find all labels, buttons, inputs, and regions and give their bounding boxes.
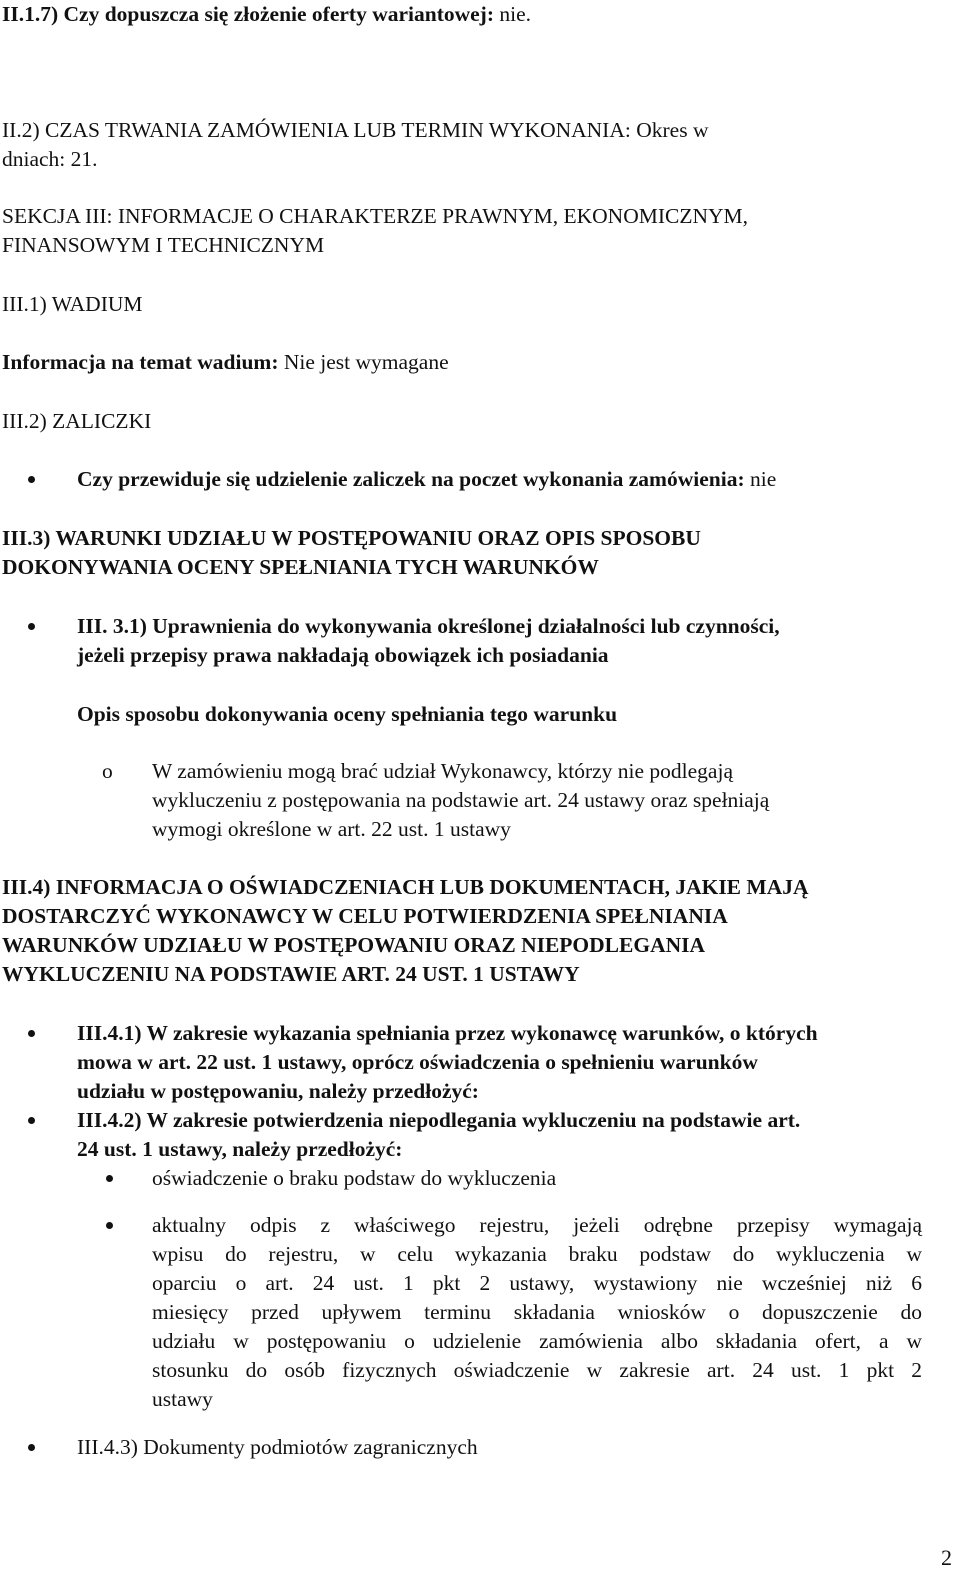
section-ii-1-7-label: II.1.7) Czy dopuszcza się złożenie oferty wariantowej: [2, 2, 494, 26]
bullet-icon [106, 1222, 113, 1229]
section-ii-2-value: Okres w [630, 118, 709, 142]
odpis-line6: stosunku do osób fizycznych oświadczenie w zakresie art. 24 ust. 1 pkt 2 [152, 1358, 922, 1382]
zaliczki-label: Czy przewiduje się udzielenie zaliczek na poczet wykonania zamówienia: [77, 467, 745, 491]
odpis-line7: ustawy [152, 1387, 213, 1411]
section-iii-line2: FINANSOWYM I TECHNICZNYM [2, 233, 325, 257]
section-iii-heading [2, 202, 952, 260]
bullet-icon [28, 1030, 35, 1037]
iii-4-1-line2: mowa w art. 22 ust. 1 ustawy, oprócz oświadczenia o spełnieniu warunków [77, 1050, 758, 1074]
opis-sposobu-text: Opis sposobu dokonywania oceny spełniania tego warunku [77, 702, 618, 726]
wadium-info [2, 348, 952, 377]
wykonawcy-line3: wymogi określone w art. 22 ust. 1 ustawy [152, 817, 511, 841]
iii-4-1-line1: III.4.1) W zakresie wykazania spełniania przez wykonawcę warunków, o których [77, 1021, 818, 1045]
wadium-info-label: Informacja na temat wadium: [2, 350, 279, 374]
odpis-line3: oparciu o art. 24 ust. 1 pkt 2 ustawy, wystawiony nie wcześniej niż 6 [152, 1271, 922, 1295]
odpis-line2: wpisu do rejestru, w celu wykazania braku podstaw do wykluczenia w [152, 1242, 922, 1266]
odpis-line1: aktualny odpis z właściwego rejestru, jeżeli odrębne przepisy wymagają [152, 1213, 922, 1237]
iii-4-2-line2: 24 ust. 1 ustawy, należy przedłożyć: [77, 1137, 403, 1161]
section-ii-1-7-value: nie. [494, 2, 532, 26]
uprawnienia-line1: III. 3.1) Uprawnienia do wykonywania określonej działalności lub czynności, [77, 614, 780, 638]
bullet-icon [28, 1117, 35, 1124]
section-iii-line1: SEKCJA III: INFORMACJE O CHARAKTERZE PRAWNYM, EKONOMICZNYM, [2, 204, 749, 228]
wykonawcy-line2: wykluczeniu z postępowania na podstawie art. 24 ustawy oraz spełniają [152, 788, 770, 812]
uprawnienia-line2: jeżeli przepisy prawa nakładają obowiązek ich posiadania [77, 643, 609, 667]
section-iii-4-title-line2: DOSTARCZYĆ WYKONAWCY W CELU POTWIERDZENIA SPEŁNIANIA [2, 904, 728, 928]
wadium-info-value: Nie jest wymagane [278, 350, 449, 374]
section-iii-3-title-line2: DOKONYWANIA OCENY SPEŁNIANIA TYCH WARUNKÓW [2, 555, 599, 579]
section-ii-2-label: II.2) CZAS TRWANIA ZAMÓWIENIA LUB TERMIN WYKONANIA: [2, 118, 631, 142]
page-number: 2 [941, 1545, 952, 1570]
bullet-icon [28, 476, 35, 483]
iii-4-1-line3: udziału w postępowaniu, należy przedłożyć: [77, 1079, 479, 1103]
section-iii-1-title: III.1) WADIUM [2, 292, 143, 316]
section-iii-2-title: III.2) ZALICZKI [2, 409, 152, 433]
section-iii-4-title-line3: WARUNKÓW UDZIAŁU W POSTĘPOWANIU ORAZ NIEPODLEGANIA [2, 933, 706, 957]
bullet-icon [106, 1175, 113, 1182]
section-ii-2 [2, 116, 952, 174]
section-ii-2-line2: dniach: 21. [2, 147, 98, 171]
section-iii-3-title-line1: III.3) WARUNKI UDZIAŁU W POSTĘPOWANIU ORAZ OPIS SPOSOBU [2, 526, 701, 550]
odpis-line5: udziału w postępowaniu o udzielenie zamówienia albo składania ofert, a w [152, 1329, 922, 1353]
oswiadczenie-text: oświadczenie o braku podstaw do wykluczenia [152, 1166, 557, 1190]
section-iii-4-title-line4: WYKLUCZENIU NA PODSTAWIE ART. 24 UST. 1 USTAWY [2, 962, 580, 986]
iii-4-2-line1: III.4.2) W zakresie potwierdzenia niepodlegania wykluczeniu na podstawie art. [77, 1108, 801, 1132]
bullet-icon [28, 1444, 35, 1451]
section-iii-3-title [2, 524, 952, 582]
iii-4-3-text: III.4.3) Dokumenty podmiotów zagranicznych [77, 1435, 478, 1459]
bullet-icon [28, 623, 35, 630]
zaliczki-value: nie [744, 467, 777, 491]
section-iii-4-title-line1: III.4) INFORMACJA O OŚWIADCZENIACH LUB DOKUMENTACH, JAKIE MAJĄ [2, 875, 809, 899]
section-ii-1-7 [2, 0, 952, 29]
odpis-line4: miesięcy przed upływem terminu składania wniosków o dopuszczenie do [152, 1300, 922, 1324]
circle-bullet-icon: o [102, 759, 113, 783]
wykonawcy-line1: W zamówieniu mogą brać udział Wykonawcy, którzy nie podlegają [152, 759, 733, 783]
section-iii-4-title [2, 873, 952, 989]
